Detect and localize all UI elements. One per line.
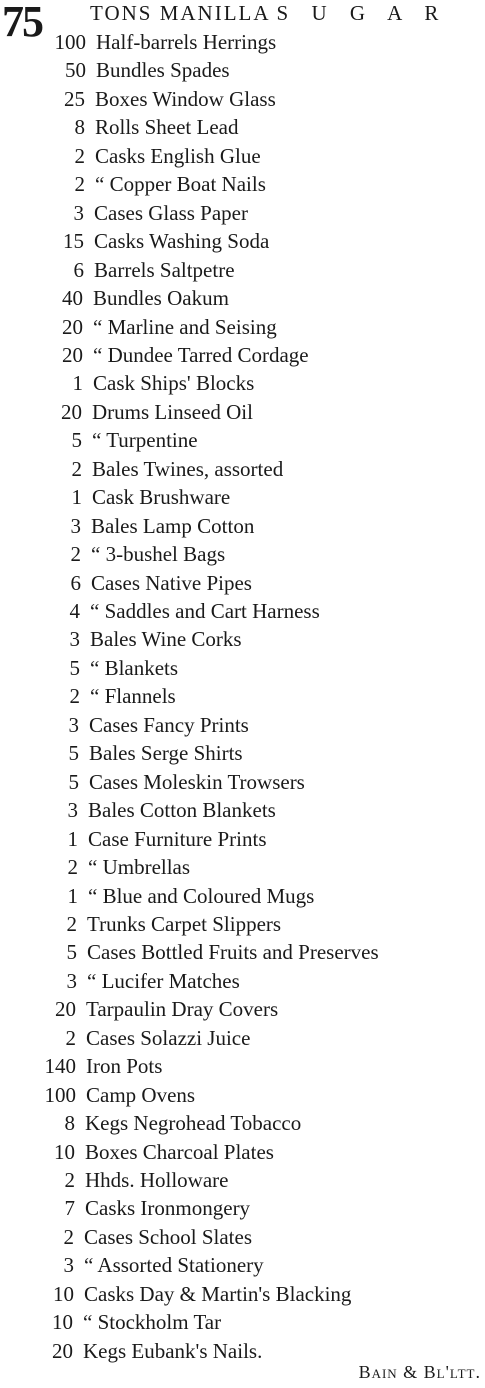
list-item	[0, 569, 485, 597]
item-description: “ Lucifer Matches	[87, 968, 240, 993]
list-item	[0, 796, 485, 824]
item-quantity: 25	[64, 86, 85, 111]
item-quantity: 6	[73, 257, 84, 282]
list-item	[0, 1166, 485, 1194]
item-description: Iron Pots	[86, 1054, 163, 1079]
item-description: “ Turpentine	[92, 428, 198, 453]
list-item	[0, 85, 485, 113]
item-description: “ Flannels	[90, 684, 176, 709]
item-description: Cases Moleskin Trowsers	[89, 769, 305, 794]
item-quantity: 40	[62, 286, 83, 311]
item-quantity: 1	[67, 826, 78, 851]
item-quantity: 140	[44, 1054, 76, 1079]
item-description: “ Copper Boat Nails	[95, 172, 266, 197]
item-quantity: 2	[69, 684, 80, 709]
list-item	[0, 967, 485, 995]
item-description: “ Dundee Tarred Cordage	[93, 342, 309, 367]
headline-text	[90, 1, 447, 26]
list-item	[0, 56, 485, 84]
item-quantity: 5	[71, 428, 82, 453]
item-description: Trunks Carpet Slippers	[87, 911, 282, 936]
item-quantity: 3	[69, 627, 80, 652]
list-item	[0, 625, 485, 653]
item-description: Bundles Spades	[96, 58, 230, 83]
list-item	[0, 341, 485, 369]
item-description: Bundles Oakum	[93, 286, 229, 311]
list-item	[0, 170, 485, 198]
item-description: “ Marline and Seising	[93, 314, 277, 339]
item-quantity: 5	[69, 655, 80, 680]
list-item	[0, 284, 485, 312]
item-description: Casks Washing Soda	[94, 229, 270, 254]
list-item	[0, 227, 485, 255]
item-quantity: 8	[64, 1111, 75, 1136]
item-description: “ 3-bushel Bags	[91, 542, 226, 567]
item-description: Half-barrels Herrings	[96, 30, 277, 54]
item-quantity: 2	[67, 855, 78, 880]
item-description: Cask Brushware	[92, 485, 231, 510]
list-item	[0, 1052, 485, 1080]
item-quantity: 5	[68, 741, 79, 766]
list-item	[0, 1024, 485, 1052]
list-item	[0, 654, 485, 682]
item-description: Bales Lamp Cotton	[91, 513, 255, 538]
item-description: “ Blankets	[90, 655, 179, 680]
item-quantity: 20	[62, 314, 83, 339]
list-item	[0, 739, 485, 767]
item-description: Casks Day & Martin's Blacking	[84, 1281, 352, 1306]
headline-number: 75	[2, 0, 42, 46]
item-description: Cases Fancy Prints	[89, 712, 249, 737]
item-quantity: 20	[62, 342, 83, 367]
list-item	[0, 256, 485, 284]
item-description: Barrels Saltpetre	[94, 257, 235, 282]
list-item	[0, 455, 485, 483]
item-quantity: 2	[64, 1168, 75, 1192]
list-item	[0, 853, 485, 881]
item-description: Cases Bottled Fruits and Preserves	[87, 940, 379, 965]
list-item	[0, 825, 485, 853]
item-description: Cases Solazzi Juice	[86, 1025, 251, 1050]
item-quantity: 15	[63, 229, 84, 254]
item-description: Bales Twines, assorted	[92, 456, 284, 481]
item-quantity: 10	[54, 1139, 75, 1164]
item-quantity: 10	[53, 1281, 74, 1306]
headline-tons-manilla: TONS MANILLA	[90, 1, 271, 25]
list-item	[0, 910, 485, 938]
item-quantity: 6	[70, 570, 81, 595]
list-item	[0, 1280, 485, 1308]
list-item	[0, 398, 485, 426]
item-description: “ Stockholm Tar	[83, 1310, 222, 1335]
list-item	[0, 483, 485, 511]
item-quantity: 5	[68, 769, 79, 794]
item-quantity: 1	[72, 371, 83, 396]
item-quantity: 20	[55, 997, 76, 1022]
list-item	[0, 938, 485, 966]
item-description: “ Assorted Stationery	[84, 1253, 264, 1278]
item-description: Drums Linseed Oil	[92, 399, 253, 424]
list-item	[0, 1308, 485, 1336]
list-item	[0, 1138, 485, 1166]
list-item	[0, 142, 485, 170]
item-description: Rolls Sheet Lead	[95, 115, 239, 140]
item-quantity: 20	[52, 1338, 73, 1363]
item-quantity: 3	[70, 513, 81, 538]
item-description: Bales Cotton Blankets	[88, 798, 276, 823]
item-quantity: 20	[61, 399, 82, 424]
item-description: Casks Ironmongery	[85, 1196, 251, 1221]
item-description: Kegs Eubank's Nails.	[83, 1338, 263, 1363]
list-item	[0, 882, 485, 910]
list-item	[0, 369, 485, 397]
item-quantity: 8	[74, 115, 85, 140]
item-quantity: 3	[63, 1253, 74, 1278]
item-description: Camp Ovens	[86, 1082, 196, 1107]
item-quantity: 1	[71, 485, 82, 510]
signature: Bain & Bl'ltt.	[358, 1362, 481, 1382]
item-description: Kegs Negrohead Tobacco	[85, 1111, 302, 1136]
item-quantity: 10	[52, 1310, 73, 1335]
list-item	[0, 1337, 485, 1365]
list-item	[0, 995, 485, 1023]
item-quantity: 2	[74, 143, 85, 168]
item-description: “ Saddles and Cart Harness	[90, 599, 320, 623]
item-quantity: 50	[65, 58, 86, 83]
list-item	[0, 597, 485, 625]
item-description: Bales Serge Shirts	[89, 741, 243, 766]
item-description: Hhds. Holloware	[85, 1168, 229, 1192]
item-description: Cases Native Pipes	[91, 570, 252, 595]
list-item	[0, 28, 485, 56]
list-item	[0, 1251, 485, 1279]
item-description: Case Furniture Prints	[88, 826, 267, 851]
item-quantity: 1	[67, 883, 78, 908]
item-quantity: 5	[66, 940, 77, 965]
item-quantity: 2	[74, 172, 85, 197]
item-description: Boxes Window Glass	[95, 86, 276, 111]
list-item	[0, 540, 485, 568]
item-quantity: 100	[54, 30, 86, 54]
item-description: “ Blue and Coloured Mugs	[88, 883, 315, 908]
item-quantity: 2	[66, 911, 77, 936]
item-quantity: 2	[70, 542, 81, 567]
item-description: Tarpaulin Dray Covers	[86, 997, 279, 1022]
list-item	[0, 1081, 485, 1109]
list-item	[0, 199, 485, 227]
item-quantity: 2	[71, 456, 82, 481]
item-description: Casks English Glue	[95, 143, 261, 168]
item-quantity: 3	[67, 798, 78, 823]
list-item	[0, 313, 485, 341]
item-description: Cases School Slates	[84, 1224, 252, 1249]
item-description: Boxes Charcoal Plates	[85, 1139, 274, 1164]
item-quantity: 4	[69, 599, 80, 623]
item-quantity: 100	[44, 1082, 76, 1107]
item-description: Cases Glass Paper	[94, 200, 248, 225]
list-item	[0, 426, 485, 454]
list-item	[0, 1194, 485, 1222]
item-quantity: 2	[63, 1224, 74, 1249]
list-item	[0, 711, 485, 739]
item-description: “ Umbrellas	[88, 855, 191, 880]
headline-sugar: S U G A R	[276, 1, 448, 25]
list-item	[0, 682, 485, 710]
list-item	[0, 512, 485, 540]
list-item	[0, 1223, 485, 1251]
item-quantity: 3	[68, 712, 79, 737]
item-quantity: 3	[66, 968, 77, 993]
list-item	[0, 113, 485, 141]
item-quantity: 7	[64, 1196, 75, 1221]
list-item	[0, 1109, 485, 1137]
list-item	[0, 768, 485, 796]
item-quantity: 2	[65, 1025, 76, 1050]
item-description: Cask Ships' Blocks	[93, 371, 255, 396]
item-quantity: 3	[73, 200, 84, 225]
item-description: Bales Wine Corks	[90, 627, 242, 652]
